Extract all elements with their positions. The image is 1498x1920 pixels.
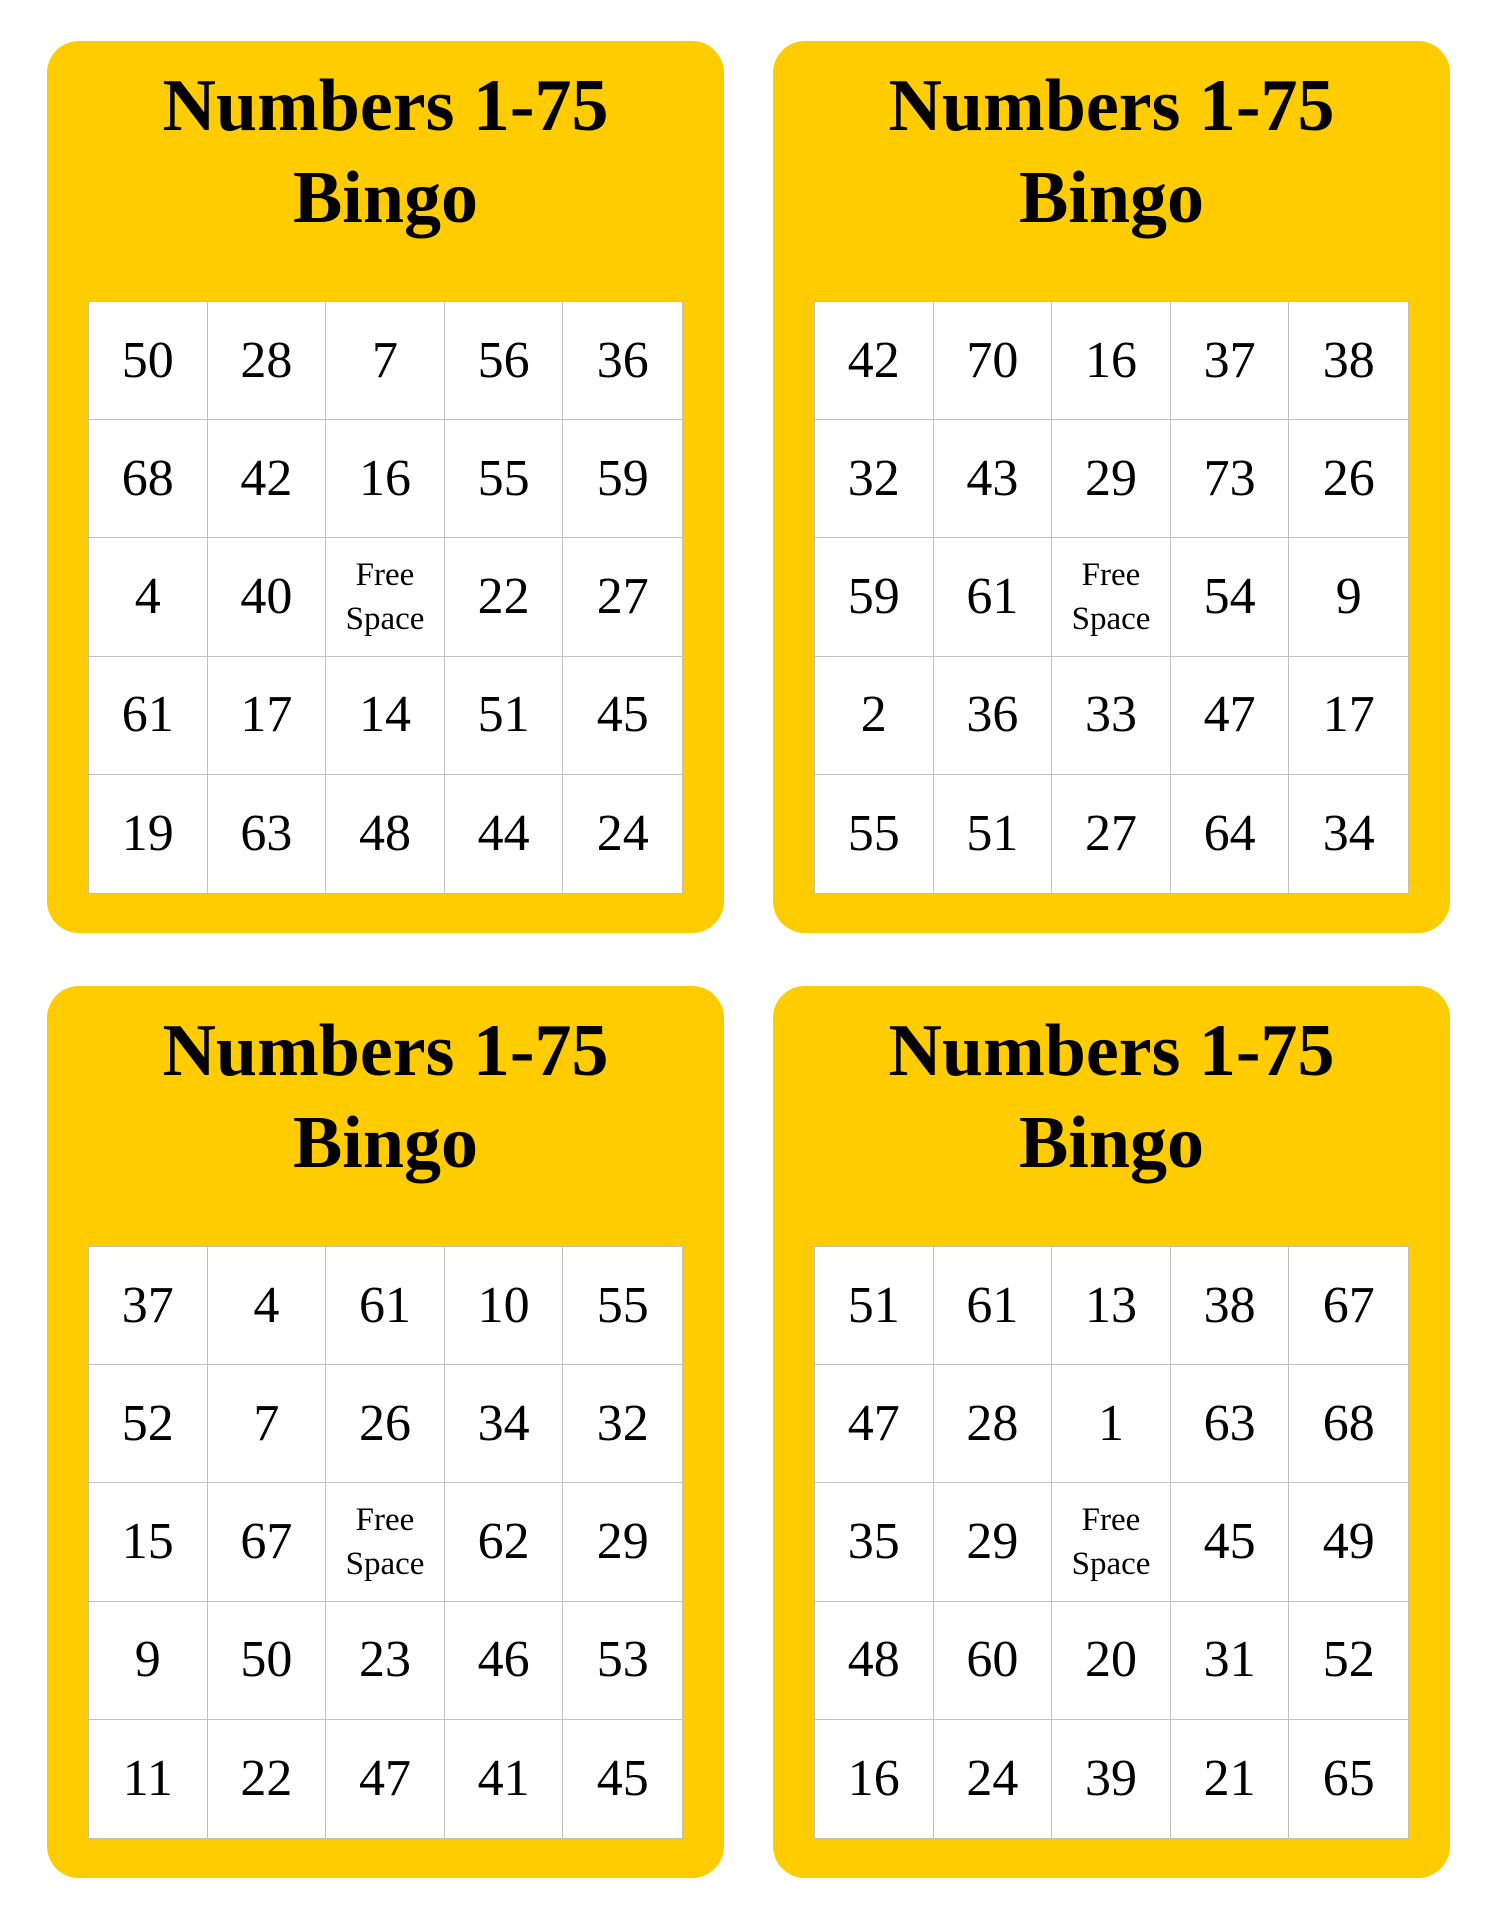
bingo-number-cell[interactable]: 49 <box>1289 1483 1408 1601</box>
bingo-number-cell[interactable]: 17 <box>1289 657 1408 775</box>
bingo-number-cell[interactable]: 40 <box>208 538 327 656</box>
bingo-number-cell[interactable]: 9 <box>89 1602 208 1720</box>
bingo-number-cell[interactable]: 22 <box>445 538 564 656</box>
bingo-number-cell[interactable]: 54 <box>1171 538 1290 656</box>
bingo-number-cell[interactable]: 44 <box>445 775 564 893</box>
bingo-number-cell[interactable]: 61 <box>934 1247 1053 1365</box>
bingo-number-cell[interactable]: 26 <box>326 1365 445 1483</box>
bingo-number-cell[interactable]: 37 <box>89 1247 208 1365</box>
bingo-number-cell[interactable]: 42 <box>815 302 934 420</box>
bingo-number-cell[interactable]: 37 <box>1171 302 1290 420</box>
bingo-card-4 <box>773 986 1450 1878</box>
bingo-number-cell[interactable]: 7 <box>208 1365 327 1483</box>
card-title <box>47 1005 724 1189</box>
bingo-number-cell[interactable]: 50 <box>89 302 208 420</box>
bingo-number-cell[interactable]: 70 <box>934 302 1053 420</box>
bingo-number-cell[interactable]: 28 <box>934 1365 1053 1483</box>
bingo-number-cell[interactable]: 21 <box>1171 1720 1290 1838</box>
bingo-number-cell[interactable]: 20 <box>1052 1602 1171 1720</box>
bingo-number-cell[interactable]: 68 <box>1289 1365 1408 1483</box>
bingo-number-cell[interactable]: 28 <box>208 302 327 420</box>
bingo-number-cell[interactable]: 61 <box>89 657 208 775</box>
card-title <box>773 60 1450 244</box>
bingo-number-cell[interactable]: 55 <box>563 1247 682 1365</box>
bingo-card-1 <box>47 41 724 933</box>
bingo-number-cell[interactable]: 11 <box>89 1720 208 1838</box>
free-space-line1: Free <box>355 556 415 593</box>
bingo-number-cell[interactable]: 38 <box>1171 1247 1290 1365</box>
bingo-number-cell[interactable]: 46 <box>445 1602 564 1720</box>
bingo-number-cell[interactable]: 50 <box>208 1602 327 1720</box>
bingo-number-cell[interactable]: 63 <box>1171 1365 1290 1483</box>
bingo-number-cell[interactable]: 48 <box>815 1602 934 1720</box>
bingo-number-cell[interactable]: 59 <box>563 420 682 538</box>
bingo-card-3 <box>47 986 724 1878</box>
bingo-number-cell[interactable]: 34 <box>1322 804 1375 862</box>
free-space-cell[interactable] <box>326 1483 445 1601</box>
bingo-number-cell[interactable]: 19 <box>89 775 208 893</box>
bingo-number-cell[interactable]: 45 <box>563 657 682 775</box>
bingo-card-2 <box>773 41 1450 933</box>
bingo-number-cell[interactable]: 62 <box>445 1483 564 1601</box>
bingo-number-cell[interactable]: 55 <box>445 420 564 538</box>
bingo-number-cell[interactable]: 29 <box>563 1483 682 1601</box>
bingo-number-cell[interactable]: 64 <box>1171 775 1290 893</box>
free-space-line1: Free <box>1081 1501 1141 1538</box>
free-space-cell[interactable] <box>1052 538 1171 656</box>
bingo-number-cell[interactable]: 32 <box>815 420 934 538</box>
bingo-number-cell[interactable]: 34 <box>445 1365 564 1483</box>
bingo-number-cell[interactable]: 4 <box>89 538 208 656</box>
bingo-number-cell[interactable]: 47 <box>326 1720 445 1838</box>
bingo-number-cell[interactable]: 47 <box>1171 657 1290 775</box>
bingo-number-cell[interactable]: 52 <box>89 1365 208 1483</box>
bingo-number-cell[interactable]: 68 <box>89 420 208 538</box>
bingo-number-cell[interactable]: 7 <box>326 302 445 420</box>
bingo-number-cell[interactable]: 1 <box>1052 1365 1171 1483</box>
bingo-number-cell[interactable]: 51 <box>815 1247 934 1365</box>
bingo-number-cell[interactable]: 9 <box>1289 538 1408 656</box>
card-title-line1: Numbers 1-75 <box>162 1010 609 1092</box>
bingo-grid <box>814 1246 1409 1839</box>
bingo-number-cell[interactable]: 51 <box>445 657 564 775</box>
free-space-cell[interactable] <box>326 538 445 656</box>
bingo-number-cell[interactable]: 47 <box>815 1365 934 1483</box>
bingo-number-cell[interactable]: 35 <box>815 1483 934 1601</box>
bingo-number-cell[interactable]: 67 <box>208 1483 327 1601</box>
bingo-number-cell[interactable]: 27 <box>1052 775 1171 893</box>
bingo-number-cell[interactable]: 55 <box>815 775 934 893</box>
free-space-cell[interactable] <box>1052 1483 1171 1601</box>
card-title-line2: Bingo <box>1018 1102 1205 1184</box>
bingo-grid <box>88 301 683 894</box>
bingo-number-cell[interactable]: 26 <box>1289 420 1408 538</box>
bingo-number-cell[interactable]: 56 <box>445 302 564 420</box>
bingo-number-cell[interactable]: 73 <box>1171 420 1290 538</box>
card-title <box>773 1005 1450 1189</box>
card-title-line2: Bingo <box>292 157 479 239</box>
bingo-number-cell[interactable]: 31 <box>1171 1602 1290 1720</box>
bingo-number-cell[interactable]: 23 <box>326 1602 445 1720</box>
card-title <box>47 60 724 244</box>
bingo-number-cell[interactable]: 29 <box>934 1483 1053 1601</box>
bingo-number-cell[interactable]: 33 <box>1052 657 1171 775</box>
bingo-number-cell[interactable]: 67 <box>1289 1247 1408 1365</box>
card-title-line2: Bingo <box>1018 157 1205 239</box>
bingo-number-cell[interactable]: 15 <box>89 1483 208 1601</box>
bingo-number-cell[interactable]: 65 <box>1322 1749 1375 1807</box>
free-space-line1: Free <box>355 1501 415 1538</box>
free-space-line2: Space <box>345 1545 425 1582</box>
bingo-number-cell[interactable]: 32 <box>563 1365 682 1483</box>
bingo-number-cell[interactable]: 16 <box>1052 302 1171 420</box>
bingo-number-cell[interactable]: 4 <box>208 1247 327 1365</box>
bingo-number-cell[interactable]: 61 <box>326 1247 445 1365</box>
free-space-line2: Space <box>345 600 425 637</box>
bingo-number-cell[interactable]: 27 <box>563 538 682 656</box>
free-space-line2: Space <box>1071 1545 1151 1582</box>
bingo-number-cell[interactable]: 45 <box>1171 1483 1290 1601</box>
bingo-number-cell[interactable]: 36 <box>563 302 682 420</box>
bingo-number-cell[interactable]: 16 <box>815 1720 934 1838</box>
bingo-number-cell[interactable]: 45 <box>596 1749 649 1807</box>
bingo-number-cell[interactable]: 59 <box>815 538 934 656</box>
bingo-number-cell[interactable]: 39 <box>1052 1720 1171 1838</box>
bingo-number-cell[interactable]: 22 <box>208 1720 327 1838</box>
bingo-number-cell[interactable]: 24 <box>596 804 649 862</box>
card-title-line1: Numbers 1-75 <box>888 65 1335 147</box>
bingo-number-cell[interactable]: 24 <box>934 1720 1053 1838</box>
bingo-number-cell[interactable]: 16 <box>326 420 445 538</box>
bingo-number-cell[interactable]: 36 <box>934 657 1053 775</box>
free-space-line1: Free <box>1081 556 1141 593</box>
bingo-number-cell[interactable]: 60 <box>934 1602 1053 1720</box>
bingo-number-cell[interactable]: 13 <box>1052 1247 1171 1365</box>
bingo-number-cell[interactable]: 63 <box>208 775 327 893</box>
bingo-number-cell[interactable]: 53 <box>563 1602 682 1720</box>
card-title-line1: Numbers 1-75 <box>162 65 609 147</box>
bingo-number-cell[interactable]: 41 <box>445 1720 564 1838</box>
bingo-number-cell[interactable]: 2 <box>815 657 934 775</box>
bingo-number-cell[interactable]: 43 <box>934 420 1053 538</box>
card-title-line2: Bingo <box>292 1102 479 1184</box>
bingo-number-cell[interactable]: 51 <box>934 775 1053 893</box>
bingo-number-cell[interactable]: 61 <box>934 538 1053 656</box>
bingo-number-cell[interactable]: 17 <box>208 657 327 775</box>
bingo-number-cell[interactable]: 14 <box>326 657 445 775</box>
bingo-grid <box>88 1246 683 1839</box>
free-space-line2: Space <box>1071 600 1151 637</box>
card-title-line1: Numbers 1-75 <box>888 1010 1335 1092</box>
bingo-number-cell[interactable]: 29 <box>1052 420 1171 538</box>
bingo-number-cell[interactable]: 38 <box>1289 302 1408 420</box>
bingo-number-cell[interactable]: 10 <box>445 1247 564 1365</box>
bingo-number-cell[interactable]: 42 <box>208 420 327 538</box>
bingo-number-cell[interactable]: 52 <box>1289 1602 1408 1720</box>
bingo-grid <box>814 301 1409 894</box>
bingo-number-cell[interactable]: 48 <box>326 775 445 893</box>
